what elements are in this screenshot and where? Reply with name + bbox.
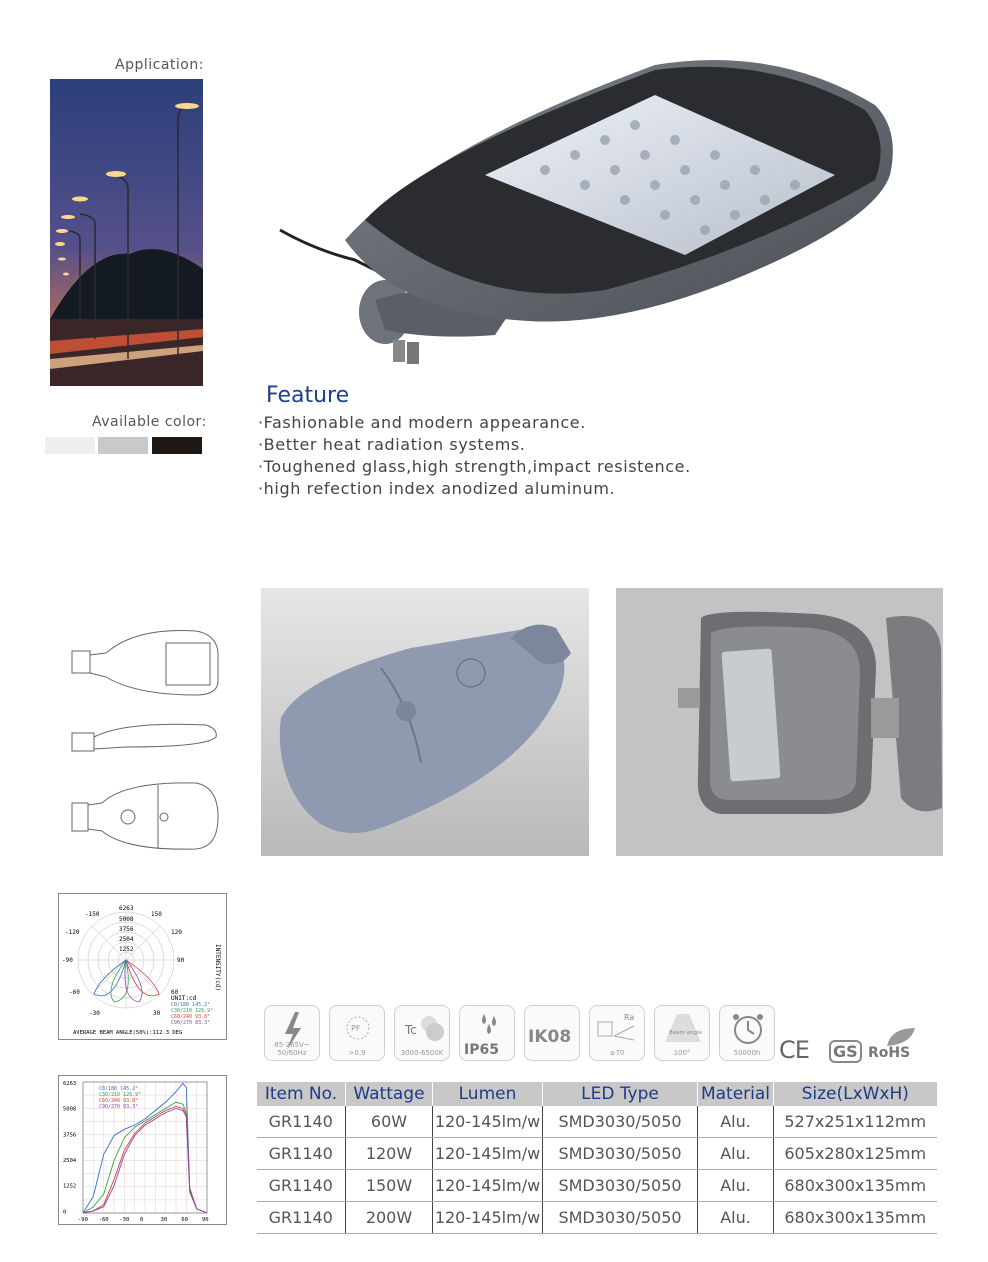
table-row bbox=[257, 1170, 937, 1202]
polar-angle-label: 60 bbox=[171, 989, 179, 996]
application-label: Application: bbox=[115, 57, 204, 73]
polar-ring-label: 1252 bbox=[119, 946, 134, 953]
ra-caption: ≥70 bbox=[609, 1049, 625, 1057]
table-cell: 605x280x125mm bbox=[774, 1138, 937, 1170]
spec-table bbox=[256, 1082, 937, 1234]
voltage-caption: 85-265V~ 50/60Hz bbox=[274, 1041, 310, 1057]
table-cell: 680x300x135mm bbox=[774, 1202, 937, 1234]
polar-footer: AVERAGE BEAM ANGLE(50%):112.3 DEG bbox=[73, 1030, 183, 1036]
gs-mark: GS bbox=[829, 1040, 862, 1063]
tc-badge: Tc bbox=[405, 1023, 417, 1037]
ik-badge: IK08 bbox=[528, 1027, 572, 1047]
polar-ring-label: 3756 bbox=[119, 926, 134, 933]
table-cell: SMD3030/5050 bbox=[543, 1202, 698, 1234]
table-cell: 120W bbox=[346, 1138, 433, 1170]
ip-rating-icon bbox=[459, 1005, 515, 1061]
legend-item: C30/210 126.9° bbox=[99, 1092, 142, 1098]
application-photo bbox=[50, 79, 203, 386]
polar-angle-label: -30 bbox=[89, 1010, 100, 1017]
table-cell: 120-145lm/w bbox=[433, 1202, 543, 1234]
table-cell: SMD3030/5050 bbox=[543, 1106, 698, 1138]
x-tick-label: -60 bbox=[98, 1217, 109, 1223]
table-cell: 200W bbox=[346, 1202, 433, 1234]
table-cell: GR1140 bbox=[257, 1202, 346, 1234]
table-row bbox=[257, 1138, 937, 1170]
pf-badge: PF bbox=[351, 1024, 361, 1033]
x-tick-label: -90 bbox=[78, 1217, 88, 1223]
feature-item: ·Fashionable and modern appearance. bbox=[258, 413, 586, 432]
table-cell: 120-145lm/w bbox=[433, 1138, 543, 1170]
x-tick-label: 30 bbox=[160, 1217, 168, 1223]
color-swatch-black bbox=[152, 437, 202, 454]
rohs-mark: RoHS bbox=[868, 1045, 911, 1061]
beam-caption: 100° bbox=[673, 1049, 691, 1057]
table-cell: 60W bbox=[346, 1106, 433, 1138]
table-cell: 120-145lm/w bbox=[433, 1170, 543, 1202]
x-tick-label: -30 bbox=[119, 1217, 130, 1223]
tc-caption: 3000-6500K bbox=[400, 1049, 444, 1057]
product-driver-photo bbox=[616, 588, 943, 856]
polar-angle-label: -150 bbox=[85, 911, 100, 918]
legend-item: C90/270 83.3° bbox=[99, 1104, 139, 1110]
table-cell: GR1140 bbox=[257, 1106, 346, 1138]
table-cell: GR1140 bbox=[257, 1170, 346, 1202]
cartesian-distribution-chart bbox=[58, 1075, 227, 1225]
legend-item: C60/240 93.8° bbox=[99, 1098, 139, 1104]
voltage-icon bbox=[264, 1005, 320, 1061]
pf-caption: >0.9 bbox=[348, 1049, 366, 1057]
color-temperature-icon bbox=[394, 1005, 450, 1061]
table-header: Size(LxWxH) bbox=[774, 1082, 937, 1106]
ce-mark: CE bbox=[779, 1036, 809, 1064]
table-cell: Alu. bbox=[698, 1138, 774, 1170]
product-main-image bbox=[275, 50, 905, 375]
polar-legend-item: C0/180 145.2° bbox=[171, 1002, 211, 1008]
table-cell: Alu. bbox=[698, 1170, 774, 1202]
table-cell: Alu. bbox=[698, 1202, 774, 1234]
product-back-photo bbox=[261, 588, 589, 856]
polar-angle-label: 90 bbox=[177, 957, 185, 964]
table-cell: 120-145lm/w bbox=[433, 1106, 543, 1138]
y-tick-label: 0 bbox=[63, 1209, 67, 1216]
polar-legend-item: C60/240 93.8° bbox=[171, 1014, 211, 1020]
y-tick-label: 1252 bbox=[63, 1183, 77, 1190]
table-header: Item No. bbox=[257, 1082, 346, 1106]
polar-angle-label: 120 bbox=[171, 929, 182, 936]
polar-angle-label: 150 bbox=[151, 911, 162, 918]
table-header: Lumen bbox=[433, 1082, 543, 1106]
y-tick-label: 3756 bbox=[63, 1132, 77, 1139]
polar-angle-label: 30 bbox=[153, 1010, 161, 1017]
table-cell: SMD3030/5050 bbox=[543, 1138, 698, 1170]
polar-legend-item: C30/210 126.9° bbox=[171, 1008, 214, 1014]
y-tick-label: 2504 bbox=[63, 1158, 77, 1165]
table-cell: GR1140 bbox=[257, 1138, 346, 1170]
table-cell: Alu. bbox=[698, 1106, 774, 1138]
power-factor-icon bbox=[329, 1005, 385, 1061]
x-tick-label: 90 bbox=[202, 1217, 209, 1223]
feature-item: ·high refection index anodized aluminum. bbox=[258, 479, 616, 498]
table-header: Wattage bbox=[346, 1082, 433, 1106]
available-color-label: Available color: bbox=[92, 414, 207, 430]
feature-item: ·Better heat radiation systems. bbox=[258, 435, 526, 454]
ra-badge: Ra bbox=[624, 1013, 635, 1022]
polar-angle-label: -90 bbox=[62, 957, 73, 964]
polar-unit: UNIT:cd bbox=[171, 995, 197, 1002]
lifetime-icon bbox=[719, 1005, 775, 1061]
polar-angle-label: -120 bbox=[65, 929, 80, 936]
lifetime-caption: 50000h bbox=[733, 1049, 761, 1057]
x-tick-label: 60 bbox=[181, 1217, 188, 1223]
legend-item: C0/180 145.2° bbox=[99, 1086, 139, 1092]
y-tick-label: 6263 bbox=[63, 1081, 77, 1087]
x-tick-label: 0 bbox=[140, 1217, 144, 1223]
feature-title: Feature bbox=[266, 383, 350, 408]
impact-rating-icon bbox=[524, 1005, 580, 1061]
color-swatch-white bbox=[45, 437, 95, 454]
color-swatch-grey bbox=[98, 437, 148, 454]
polar-ring-label: 5008 bbox=[119, 916, 134, 923]
polar-distribution-chart bbox=[58, 893, 227, 1040]
table-cell: 150W bbox=[346, 1170, 433, 1202]
polar-angle-label: -60 bbox=[69, 989, 80, 996]
table-cell: 680x300x135mm bbox=[774, 1170, 937, 1202]
technical-drawings bbox=[66, 625, 226, 855]
beam-angle-icon bbox=[654, 1005, 710, 1061]
color-rendering-icon bbox=[589, 1005, 645, 1061]
table-header: LED Type bbox=[543, 1082, 698, 1106]
table-row bbox=[257, 1202, 937, 1234]
polar-top-value: 6263 bbox=[119, 905, 134, 912]
ip-badge: IP65 bbox=[464, 1042, 499, 1058]
table-cell: 527x251x112mm bbox=[774, 1106, 937, 1138]
polar-legend-item: C90/270 83.3° bbox=[171, 1020, 211, 1026]
table-header: Material bbox=[698, 1082, 774, 1106]
beam-badge: Beam angle bbox=[669, 1030, 702, 1036]
polar-ring-label: 2504 bbox=[119, 936, 134, 943]
feature-item: ·Toughened glass,high strength,impact resistence. bbox=[258, 457, 691, 476]
table-row bbox=[257, 1106, 937, 1138]
y-tick-label: 5008 bbox=[63, 1106, 77, 1113]
rohs-leaf-icon bbox=[885, 1026, 917, 1048]
table-header-row bbox=[257, 1082, 937, 1106]
polar-side-label: INTENSITY(cd) bbox=[214, 944, 221, 991]
table-cell: SMD3030/5050 bbox=[543, 1170, 698, 1202]
